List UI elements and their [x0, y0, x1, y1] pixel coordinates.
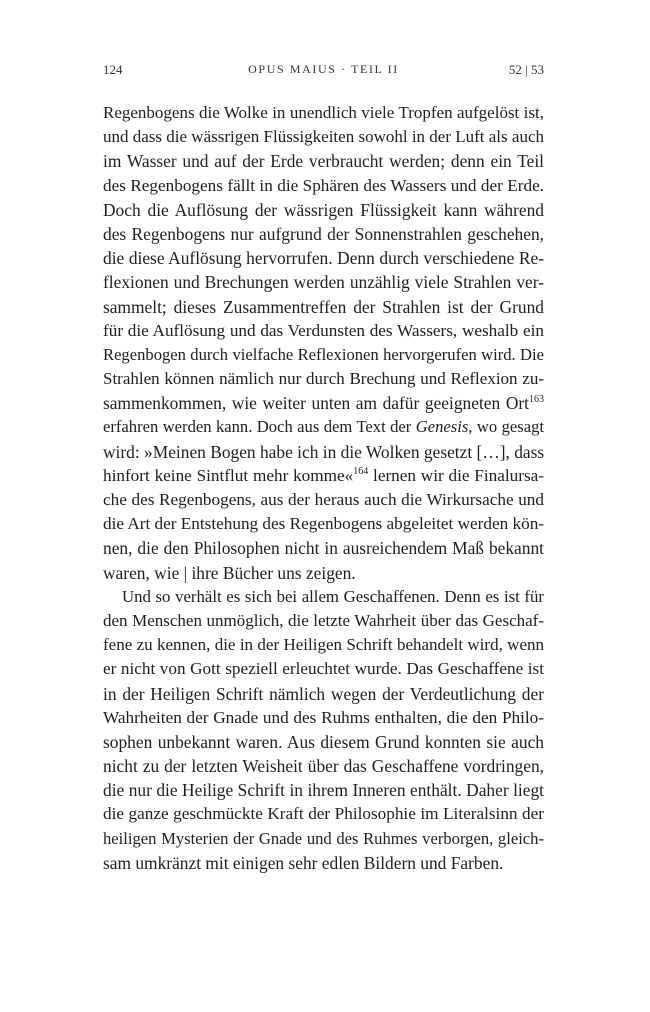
text-line: sophen unbekannt waren. Aus diesem Grund konnten sie auch	[103, 731, 544, 752]
text-line: che des Regenbogens, aus der heraus auch die Wirkursache und	[103, 490, 544, 509]
page-number: 124	[103, 62, 123, 77]
text-line: Und so verhält es sich bei allem Geschaffenen. Denn es ist für	[122, 586, 544, 606]
text-line: die ganze geschmückte Kraft der Philosophie im Literalsinn der	[103, 804, 544, 824]
footnote-marker-163: 163	[529, 394, 544, 406]
page-reference: 52 | 53	[508, 62, 544, 77]
text-line: nen, die den Philosophen nicht in ausreichendem Maß bekannt	[103, 538, 544, 559]
text-line: heiligen Mysterien der Gnade und des Ruhmes verborgen, gleich-	[103, 828, 544, 848]
body-text	[103, 101, 544, 875]
footnote-marker-164: 164	[353, 465, 369, 477]
text-line: im Wasser und auf der Erde verbraucht werden; denn ein Teil	[103, 151, 544, 172]
text-fragment: hinfort keine Sintflut mehr komme«	[103, 465, 354, 485]
text-fragment: erfahren werden kann. Doch aus dem Text der	[103, 417, 416, 437]
text-line: er nicht von Gott speziell erleuchtet wurde. Das Geschaffene ist	[103, 659, 544, 679]
text-line: die diese Auflösung hervorrufen. Denn durch verschiedene Re-	[103, 248, 544, 269]
text-line: des Regenbogens nur aufgrund der Sonnenstrahlen geschehen,	[103, 223, 544, 244]
text-line: den Menschen unmöglich, die letzte Wahrheit über das Geschaf-	[103, 610, 544, 630]
text-line: waren, wie | ihre Bücher uns zeigen.	[103, 562, 356, 583]
text-line: und dass die wässrigen Flüssigkeiten sowohl in der Luft als auch	[103, 127, 544, 147]
text-line: wird: »Meinen Bogen habe ich in die Wolken gesetzt […], dass	[103, 441, 545, 462]
text-line: in der Heiligen Schrift nämlich wegen der Verdeutlichung der	[103, 683, 544, 704]
text-line	[103, 464, 544, 488]
text-line: fene zu kennen, die in der Heiligen Schrift behandelt wird, wenn	[103, 635, 544, 655]
text-line: Regenbogen durch vielfache Reflexionen hervorgerufen wird. Die	[103, 344, 544, 364]
text-fragment: sammenkommen, wie weiter unten am dafür geeigneten Ort	[103, 393, 529, 414]
text-line: des Regenbogens fällt in die Sphären des Wassers und der Erde.	[103, 175, 544, 195]
text-line: Wahrheiten der Gnade und des Ruhms enthalten, die den Philo-	[103, 707, 544, 727]
text-line: die Art der Entstehung des Regenbogens abgeleitet werden kön-	[103, 514, 545, 534]
text-line: sammelt; dieses Zusammentreffen der Strahlen ist der Grund	[103, 296, 544, 317]
text-line: flexionen und Brechungen werden unzählig viele Strahlen ver-	[103, 272, 544, 293]
text-line: Doch die Auflösung der wässrigen Flüssigkeit kann während	[103, 199, 544, 220]
text-line: für die Auflösung und das Verdunsten des Wassers, weshalb ein	[103, 320, 544, 340]
running-title: OPUS MAIUS · TEIL II	[248, 62, 399, 76]
paragraph-1	[103, 101, 544, 585]
text-line: die nur die Heilige Schrift in ihrem Inneren enthält. Daher liegt	[103, 780, 544, 801]
text-line: Regenbogens die Wolke in unendlich viele Tropfen aufgelöst ist,	[103, 103, 544, 122]
text-fragment: , wo gesagt	[468, 417, 544, 437]
running-header	[103, 62, 544, 84]
text-line	[103, 415, 544, 439]
text-line: sam umkränzt mit einigen sehr edlen Bildern und Farben.	[103, 852, 504, 873]
text-line: nicht zu der letzten Weisheit über das Geschaffene vordringen,	[103, 756, 544, 777]
text-fragment: lernen wir die Finalursa-	[368, 465, 544, 485]
paragraph-2	[103, 585, 544, 875]
text-line: Strahlen können nämlich nur durch Brechung und Reflexion zu-	[103, 369, 544, 389]
text-line	[103, 391, 544, 415]
genesis-title: Genesis	[415, 417, 469, 437]
